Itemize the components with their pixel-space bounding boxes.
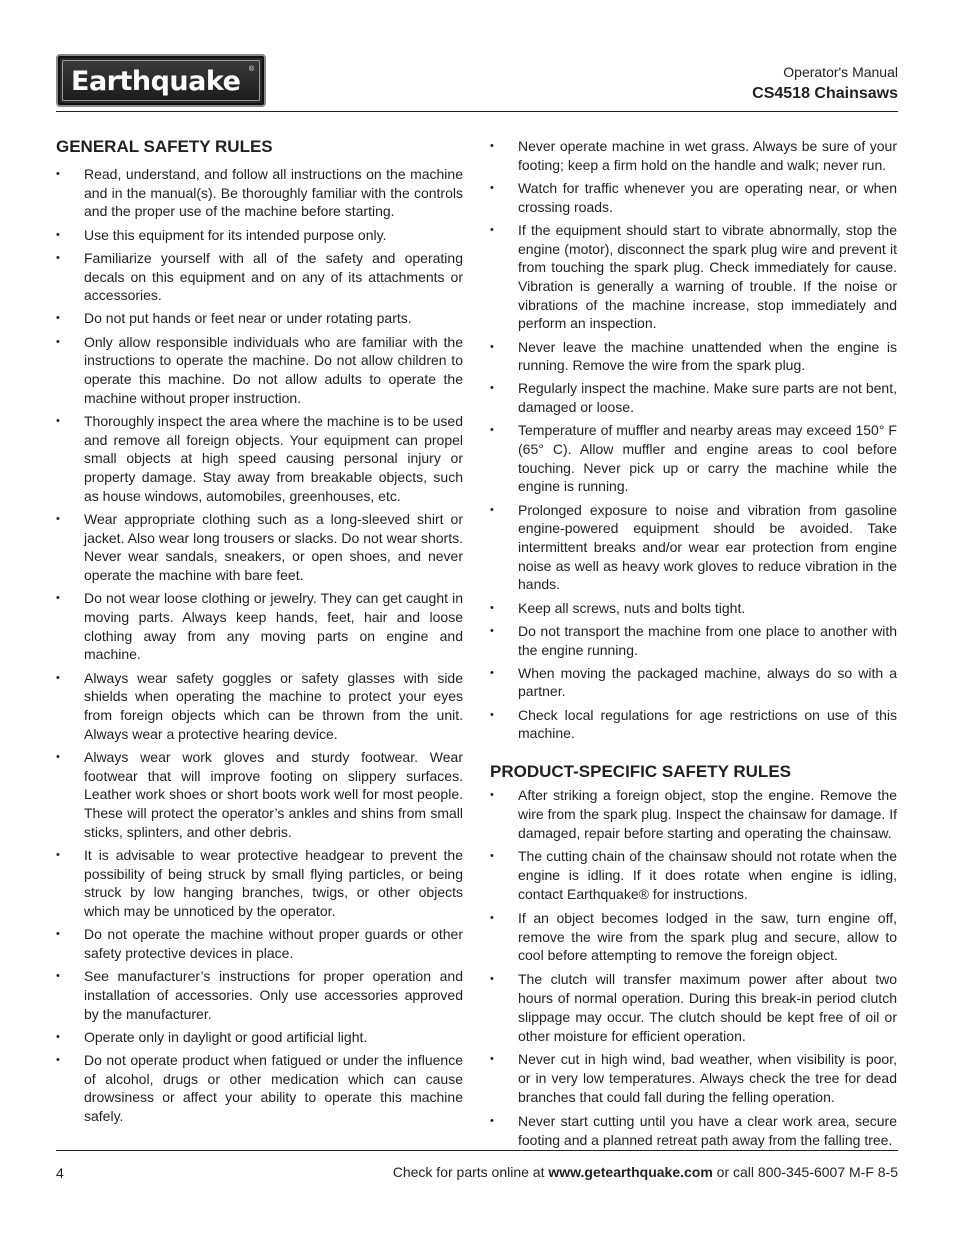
left-column: [56, 137, 463, 1130]
list-item: • The cutting chain of the chainsaw should not rotate when the engine is idling. If it does rotate when engine is idling, contact Earthquake® for instructions.: [490, 847, 897, 903]
product-safety-heading: PRODUCT-SPECIFIC SAFETY RULES: [490, 762, 791, 782]
header-manual-label: Operator's Manual: [783, 64, 898, 80]
list-item: • Do not operate the machine without proper guards or other safety protective devices in place.: [56, 925, 463, 962]
list-item: • If an object becomes lodged in the saw, turn engine off, remove the wire from the spark plug and secure, allow to cool before attempting to remove the foreign object.: [490, 909, 897, 965]
logo-text: Earthquake: [71, 66, 241, 97]
product-safety-list: [490, 786, 897, 1149]
list-item: • Never leave the machine unattended when the engine is running. Remove the wire from the spark plug.: [490, 338, 897, 375]
list-item: • Temperature of muffler and nearby areas may exceed 150° F (65° C). Allow muffler and engine areas to cool before touching. Never pick up or carry the machine while the engine is running.: [490, 421, 897, 496]
footer-contact: [393, 1164, 898, 1180]
list-item: • Thoroughly inspect the area where the machine is to be used and remove all foreign objects. Your equipment can propel small objects at high speed causing personal injury or property damage. Stay away from breakable objects, such as house windows, automobiles, greenhouses, etc.: [56, 412, 463, 506]
earthquake-logo: [56, 54, 266, 107]
list-item: • The clutch will transfer maximum power after about two hours of normal operation. During this break-in period clutch slippage may occur. The clutch should be kept free of oil or other moisture for efficient operation.: [490, 970, 897, 1045]
list-item: • After striking a foreign object, stop the engine. Remove the wire from the spark plug. Inspect the chainsaw for damage. If damaged, repair before starting and operating the chainsaw.: [490, 786, 897, 842]
list-item: • Only allow responsible individuals who are familiar with the instructions to operate the machine. Do not allow children to operate this machine. Do not allow adults to operate the machine without proper instruction.: [56, 333, 463, 408]
page-number: 4: [56, 1165, 64, 1181]
list-item: • Prolonged exposure to noise and vibration from gasoline engine-powered equipment should be avoided. Take intermittent breaks and/or wear ear protection from engine noise as well as heavy work gloves to reduce vibration in the hands.: [490, 501, 897, 595]
list-item: • Operate only in daylight or good artificial light.: [56, 1028, 463, 1047]
list-item: • Watch for traffic whenever you are operating near, or when crossing roads.: [490, 179, 897, 216]
list-item: • If the equipment should start to vibrate abnormally, stop the engine (motor), disconnect the spark plug wire and prevent it from touching the spark plug. Check immediately for cause. Vibration is generally a warning of trouble. If the noise or vibrations of the machine increase, stop immediately and perform an inspection.: [490, 221, 897, 333]
list-item: • Familiarize yourself with all of the safety and operating decals on this equipment and on any of its attachments or accessories.: [56, 249, 463, 305]
footer-suffix: or call 800-345-6007 M-F 8-5: [712, 1164, 898, 1180]
product-safety-section: [490, 762, 897, 1149]
list-item: • Read, understand, and follow all instructions on the machine and in the manual(s). Be thoroughly familiar with the controls and the proper use of the machine before starting.: [56, 165, 463, 221]
header-model-title: CS4518 Chainsaws: [752, 85, 898, 102]
list-item: • Do not transport the machine from one place to another with the engine running.: [490, 622, 897, 659]
list-item: • When moving the packaged machine, always do so with a partner.: [490, 664, 897, 701]
footer-prefix: Check for parts online at: [392, 1164, 549, 1180]
list-item: • Do not operate product when fatigued or under the influence of alcohol, drugs or other medication which can cause drowsiness or affect your ability to operate this machine safely.: [56, 1051, 463, 1126]
general-safety-list: [56, 165, 463, 1126]
list-item: • Do not wear loose clothing or jewelry. They can get caught in moving parts. Always keep hands, feet, hair and loose clothing away from any moving parts on engine and machine.: [56, 589, 463, 664]
logo-frame: [62, 60, 260, 101]
right-column: [490, 137, 897, 1154]
header-divider: [56, 111, 898, 112]
list-item: • Never start cutting until you have a clear work area, secure footing and a planned retreat path away from the falling tree.: [490, 1112, 897, 1150]
list-item: • Regularly inspect the machine. Make sure parts are not bent, damaged or loose.: [490, 379, 897, 416]
footer-website-link[interactable]: www.getearthquake.com: [548, 1164, 713, 1180]
list-item: • Never cut in high wind, bad weather, when visibility is poor, or in very low temperatures. Always check the tree for dead branches that could fall during the felling operation.: [490, 1050, 897, 1106]
list-item: • Keep all screws, nuts and bolts tight.: [490, 599, 897, 618]
general-safety-heading: GENERAL SAFETY RULES: [56, 137, 273, 156]
list-item: • Wear appropriate clothing such as a long-sleeved shirt or jacket. Also wear long trousers or slacks. Do not wear shorts. Never wear sandals, sneakers, or open shoes, and never operate the machine with bare feet.: [56, 510, 463, 585]
list-item: • Never operate machine in wet grass. Always be sure of your footing; keep a firm hold on the handle and walk; never run.: [490, 137, 897, 174]
general-safety-list-continued: [490, 137, 897, 743]
list-item: • Always wear safety goggles or safety glasses with side shields when operating the machine to protect your eyes from foreign objects which can be thrown from the unit. Always wear a protective hearing device.: [56, 669, 463, 744]
footer-divider: [56, 1150, 898, 1151]
list-item: • Check local regulations for age restrictions on use of this machine.: [490, 706, 897, 743]
logo-registered-mark: ®: [248, 66, 254, 73]
list-item: • Use this equipment for its intended purpose only.: [56, 226, 463, 245]
list-item: • It is advisable to wear protective headgear to prevent the possibility of being struck by small flying particles, or being struck by low hanging branches, twigs, or other objects which may be unnoticed by the operator.: [56, 846, 463, 921]
list-item: • Always wear work gloves and sturdy footwear. Wear footwear that will improve footing on slippery surfaces. Leather work shoes or short boots work well for most people. These will protect the operator’s ankles and shins from small sticks, splinters, and other debris.: [56, 748, 463, 842]
list-item: • Do not put hands or feet near or under rotating parts.: [56, 309, 463, 328]
list-item: • See manufacturer’s instructions for proper operation and installation of accessories. Only use accessories approved by the manufacturer.: [56, 967, 463, 1023]
